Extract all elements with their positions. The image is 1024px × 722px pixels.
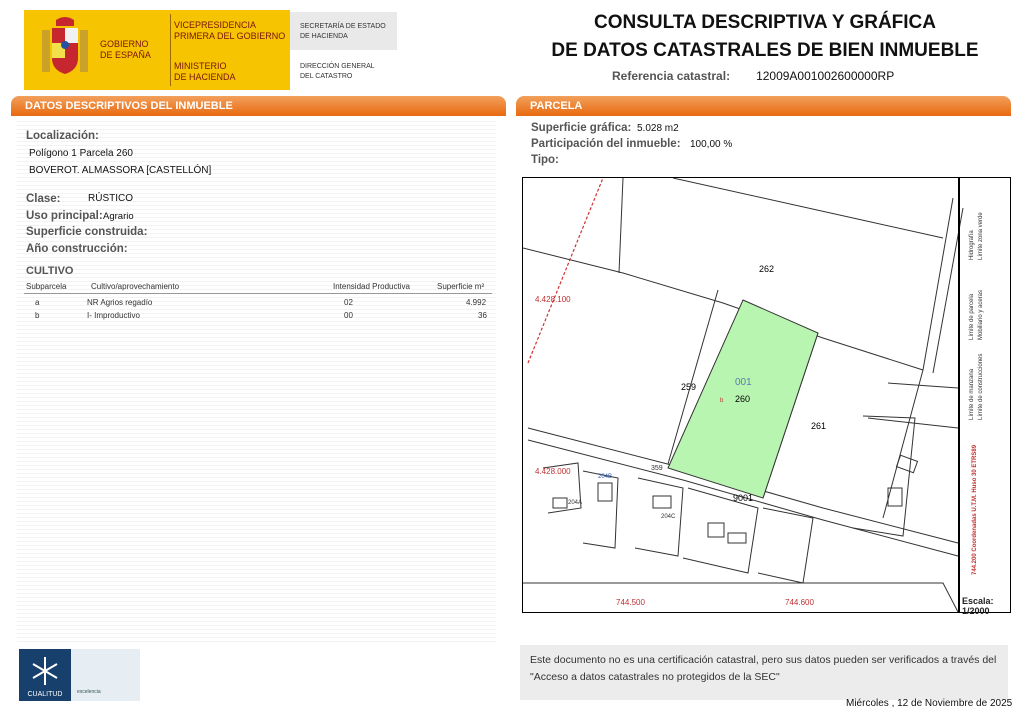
ministerio-text: MINISTERIO DE HACIENDA (174, 61, 236, 82)
gobierno-logo-block (24, 10, 290, 90)
localizacion-line1: Polígono 1 Parcela 260 (29, 148, 133, 159)
svg-text:9001: 9001 (733, 493, 754, 503)
svg-text:204B: 204B (598, 474, 613, 480)
clase-label: Clase: (26, 193, 61, 205)
gobierno-text: GOBIERNO DE ESPAÑA (100, 39, 151, 60)
svg-text:260: 260 (735, 394, 751, 404)
parcel-map[interactable] (522, 177, 1011, 613)
participacion-value: 100,00 % (690, 139, 733, 150)
svg-text:744.600: 744.600 (785, 598, 814, 607)
cualitud-logo (19, 649, 140, 701)
uso-value: Agrario (103, 211, 134, 222)
svg-text:204A: 204A (568, 500, 583, 506)
svg-text:001: 001 (735, 377, 752, 388)
svg-text:744.200 Coordenadas U.T.M. Hus: 744.200 Coordenadas U.T.M. Huso 30 ETRS89 (972, 444, 978, 575)
svg-text:Límite de manzana: Límite de manzana (969, 368, 975, 420)
coat-of-arms-icon (36, 16, 94, 84)
row-superficie: 36 (478, 311, 487, 320)
col-superficie: Superficie m² (437, 282, 485, 291)
col-cultivo: Cultivo/aprovechamiento (91, 282, 180, 291)
vicepresidencia-text: VICEPRESIDENCIA PRIMERA DEL GOBIERNO (174, 20, 286, 41)
page-title-line2: DE DATOS CATASTRALES DE BIEN INMUEBLE (551, 40, 979, 61)
svg-text:259: 259 (681, 382, 697, 392)
svg-text:CUALITUD: CUALITUD (27, 691, 63, 698)
svg-text:Límite de parcela: Límite de parcela (969, 293, 975, 340)
referencia-value: 12009A001002600000RP (756, 69, 895, 83)
uso-label: Uso principal: (26, 210, 103, 222)
sup-grafica-value: 5.028 m2 (637, 123, 679, 134)
row-intensidad: 00 (344, 311, 353, 320)
row-cultivo: I- Improductivo (87, 311, 140, 320)
anio-construccion-label: Año construcción: (26, 243, 128, 255)
row-subparcela: b (35, 311, 40, 320)
secretaria-block: SECRETARÍA DE ESTADO DE HACIENDA (290, 12, 397, 50)
snowflake-icon (19, 649, 71, 701)
svg-text:261: 261 (811, 421, 827, 431)
clase-value: RÚSTICO (88, 193, 133, 204)
svg-text:262: 262 (759, 264, 775, 274)
participacion-label: Participación del inmueble: (531, 138, 681, 150)
svg-text:Límite de construcciones: Límite de construcciones (978, 353, 984, 420)
disclaimer-note: Este documento no es una certificación catastral, pero sus datos pueden ser verificados a través del "Acceso a datos catastrales no protegidos de la SEC" (520, 645, 1008, 700)
row-cultivo: NR Agrios regadío (87, 298, 153, 307)
svg-text:204C: 204C (661, 514, 676, 520)
col-subparcela: Subparcela (26, 282, 67, 291)
col-intensidad: Intensidad Productiva (333, 282, 410, 291)
superficie-construida-label: Superficie construida: (26, 226, 148, 238)
svg-text:Hidrografía: Hidrografía (969, 230, 975, 260)
svg-text:359: 359 (651, 465, 663, 472)
document-date: Miércoles , 12 de Noviembre de 2025 (846, 698, 1013, 709)
direccion-block: DIRECCIÓN GENERAL DEL CATASTRO (300, 63, 375, 80)
svg-text:4.428.100: 4.428.100 (535, 295, 571, 304)
localizacion-label: Localización: (26, 130, 99, 142)
svg-text:b: b (720, 398, 724, 404)
section-parcela: PARCELA (516, 96, 1011, 116)
map-legend (960, 180, 1008, 580)
section-datos-descriptivos: DATOS DESCRIPTIVOS DEL INMUEBLE (11, 96, 506, 116)
logo-subtext: excelencia (77, 689, 101, 695)
svg-text:Límite zona verde: Límite zona verde (978, 212, 984, 260)
svg-text:4.428.000: 4.428.000 (535, 467, 571, 476)
svg-text:Mobiliario y aceras: Mobiliario y aceras (978, 289, 984, 340)
sup-grafica-label: Superficie gráfica: (531, 122, 632, 134)
referencia-catastral: Referencia catastral: 12009A001002600000RP (612, 69, 895, 83)
row-intensidad: 02 (344, 298, 353, 307)
svg-text:744.500: 744.500 (616, 598, 645, 607)
cultivo-title: CULTIVO (26, 265, 74, 277)
row-subparcela: a (35, 298, 40, 307)
tipo-label: Tipo: (531, 154, 559, 166)
page-title-line1: CONSULTA DESCRIPTIVA Y GRÁFICA (593, 12, 937, 33)
row-superficie: 4.992 (466, 298, 487, 307)
localizacion-line2: BOVEROT. ALMASSORA [CASTELLÓN] (29, 165, 212, 176)
escala: Escala: 1/2000 (962, 596, 994, 616)
